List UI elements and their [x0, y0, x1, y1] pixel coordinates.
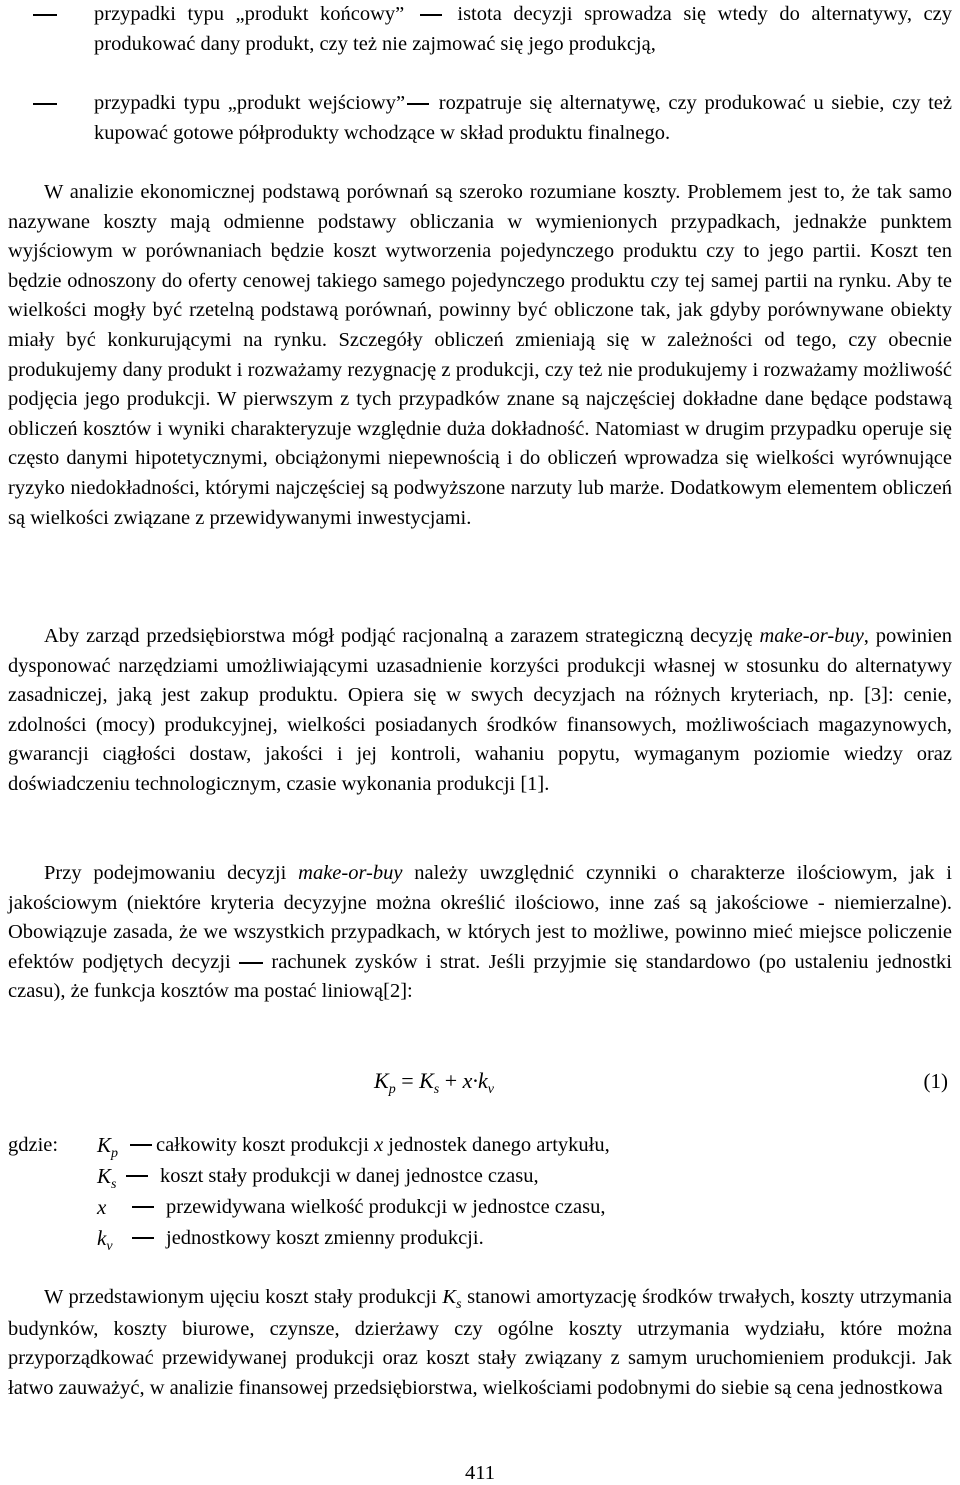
- bullet-text: przypadki typu „produkt końcowy” istota decyzji sprowadza się wtedy do alternatywy, czy produkować dany produkt, czy też nie zajmować się jego produkcją,: [94, 3, 952, 55]
- paragraph-fixed-costs: W przedstawionym ujęciu koszt stały produkcji $K_s$ stanowi amortyzację środków trwałych, koszty utrzymania budynków, koszty biurowe, czynsze, dzierżawy czy ogólne koszty utrzymania wydziału, które można przyporządkować przewidywanej produkcji oraz koszt stały związany z samym uruchomieniem produkcji. Jak łatwo zauważyć, w analizie finansowej przedsiębiorstwa, wielkościami podobnymi do siebie są cena jednostkowa: [8, 1286, 952, 1399]
- where-description: koszt stały produkcji w danej jednostce czasu,: [160, 1165, 539, 1187]
- where-dash: [132, 1206, 154, 1208]
- bullet-item: [8, 89, 952, 148]
- equation-number: (1): [923, 1069, 948, 1093]
- where-label: gdzie:: [8, 1134, 59, 1156]
- where-dash: [132, 1237, 154, 1239]
- inline-dash: [407, 103, 429, 105]
- where-symbol: $K_p$: [97, 1133, 119, 1161]
- bullet-dash: [33, 103, 57, 105]
- cost-equation: $K_p = K_s + x\cdot k_v$: [374, 1068, 494, 1097]
- where-symbol: $K_s$: [97, 1164, 117, 1192]
- where-dash: [126, 1175, 148, 1177]
- bullet-dash: [33, 14, 57, 16]
- where-dash: [130, 1144, 152, 1146]
- inline-dash: [420, 14, 442, 16]
- page-number: 411: [465, 1462, 495, 1484]
- inline-dash: [239, 962, 263, 964]
- where-description: całkowity koszt produkcji x jednostek danego artykułu,: [156, 1134, 610, 1156]
- bullet-text: przypadki typu „produkt wejściowy” rozpatruje się alternatywę, czy produkować u siebie, czy też kupować gotowe półprodukty wchodzące w skład produktu finalnego.: [94, 92, 953, 144]
- paragraph-costs: W analizie ekonomicznej podstawą porównań są szeroko rozumiane koszty. Problemem jest to, że tak samo nazywane koszty mają odmienne podstawy obliczania w wymienionych przypadkach, jednakże punktem wyjściowym w porównaniach będzie koszt wytworzenia pojedynczego produktu czy to jego partii. Koszt ten będzie odnoszony do oferty cenowej takiego samego pojedynczego produktu czy tej samej partii na rynku. Aby te wielkości mogły być rzetelną podstawą porównań, powinny być obliczone tak, jak gdyby porównywane obiekty miały być konkurującymi na rynku. Szczegóły obliczeń zmieniają się w zależności od tego, czy obecnie produkujemy dany produkt i rozważamy rezygnację z produkcji, czy też nie produkujemy i rozważamy możliwość podjęcia jego produkcji. W pierwszym z tych przypadków znane są najczęściej dokładne dane będące podstawą obliczeń kosztów i wyniki charakteryzuje względnie duża dokładność. Natomiast w drugim przypadku operuje się często danymi hipotetycznymi, obciążonymi niepewnością i do obliczeń wprowadza się wielkości wyrównujące ryzyko niedokładności, którymi najczęściej są podwyższone narzuty lub marże. Dodatkowym elementem obliczeń są wielkości związane z przewidywanymi inwestycjami.: [8, 181, 952, 529]
- term-make-or-buy: make-or-buy: [759, 625, 864, 647]
- bullet-item: [8, 0, 952, 59]
- paragraph-criteria: Przy podejmowaniu decyzji make-or-buy należy uwzględnić czynniki o charakterze ilościowym, jak i jakościowym (niektóre kryteria decyzyjne można określić ilościowo, inne zaś są jakościowe - niemierzalne). Obowiązuje zasada, że we wszystkich przypadkach, w których jest to możliwe, powinno mieć miejsce policzenie efektów podjętych decyzji rachunek zysków i strat. Jeśli przyjmie się standardowo (po ustaleniu jednostki czasu), że funkcja kosztów ma postać liniową[2]:: [8, 862, 953, 1003]
- where-description: jednostkowy koszt zmienny produkcji.: [166, 1227, 484, 1249]
- where-symbol: $k_v$: [97, 1226, 113, 1254]
- where-description: przewidywana wielkość produkcji w jednostce czasu,: [166, 1196, 606, 1218]
- where-symbol: x: [97, 1195, 107, 1219]
- term-make-or-buy: make-or-buy: [298, 862, 403, 884]
- paragraph-make-or-buy: Aby zarząd przedsiębiorstwa mógł podjąć racjonalną a zarazem strategiczną decyzję make-or-buy, powinien dysponować narzędziami umożliwiającymi uzasadnienie korzyści produkcji własnej w stosunku do alternatywy zasadniczej, jaką jest zakup produktu. Opiera się w swych decyzjach na różnych kryteriach, np. [3]: cenie, zdolności (mocy) produkcyjnej, wielkości posiadanych środków finansowych, możliwościach magazynowych, gwarancji ciągłości dostaw, jakości i jej kontroli, wahaniu popytu, wymaganym poziomie wiedzy oraz doświadczeniu technologicznym, czasie wykonania produkcji [1].: [8, 625, 952, 795]
